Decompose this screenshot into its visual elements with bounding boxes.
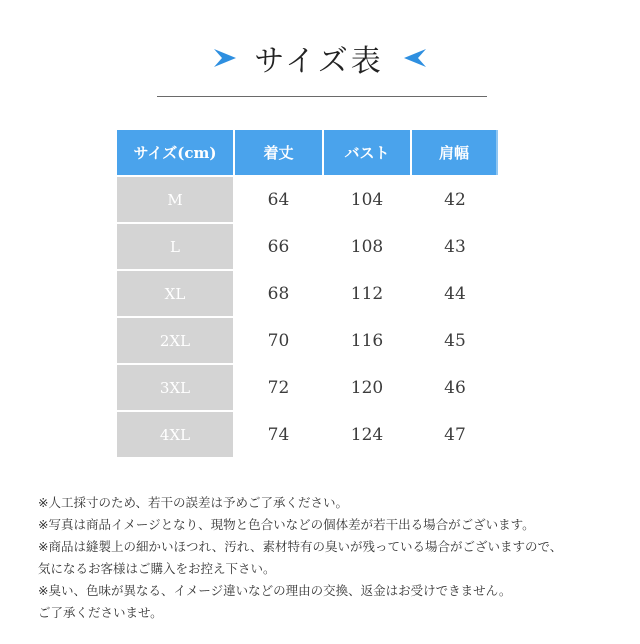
shoulder-cell: 47 (444, 424, 466, 445)
column-header-bust: バスト (324, 130, 410, 175)
table-row (117, 318, 498, 363)
notes-block (38, 492, 628, 624)
length-cell: 66 (267, 236, 290, 257)
length-cell: 74 (267, 424, 290, 445)
shoulder-cell: 42 (444, 189, 466, 210)
note-line: ※臭い、色味が異なる、イメージ違いなどの理由の交換、返金はお受けできません。 (38, 583, 512, 598)
note-line: ※写真は商品イメージとなり、現物と色合いなどの個体差が若干出る場合がございます。 (38, 517, 535, 532)
table-row (117, 177, 498, 222)
bust-cell: 112 (350, 283, 384, 304)
note-line: ※人工採寸のため、若干の誤差は予めご了承ください。 (38, 495, 348, 510)
column-header-shoulder: 肩幅 (412, 130, 498, 175)
bust-cell: 120 (350, 377, 384, 398)
shoulder-cell: 44 (444, 283, 466, 304)
note-line: 気になるお客様はご購入をお控え下さい。 (38, 561, 276, 576)
title-divider (157, 96, 487, 97)
table-header-row (117, 130, 498, 175)
shoulder-cell: 43 (444, 236, 466, 257)
size-cell: 2XL (117, 318, 233, 363)
note-line: ご了承くださいませ。 (38, 605, 163, 620)
chevron-left-icon (402, 47, 428, 69)
size-table (115, 128, 500, 459)
bust-cell: 116 (350, 330, 384, 351)
table-row (117, 412, 498, 457)
size-cell: 4XL (117, 412, 233, 457)
size-cell: L (117, 224, 233, 269)
size-cell: XL (117, 271, 233, 316)
page-header (0, 36, 640, 80)
length-cell: 64 (267, 189, 290, 210)
shoulder-cell: 46 (444, 377, 466, 398)
size-cell: M (117, 177, 233, 222)
shoulder-cell: 45 (444, 330, 466, 351)
bust-cell: 108 (350, 236, 384, 257)
page-title: サイズ表 (254, 44, 384, 79)
table-row (117, 365, 498, 410)
note-line: ※商品は縫製上の細かいほつれ、汚れ、素材特有の臭いが残っている場合がございますので、 (38, 539, 563, 554)
bust-cell: 104 (350, 189, 384, 210)
length-cell: 70 (267, 330, 290, 351)
column-header-length: 着丈 (235, 130, 322, 175)
length-cell: 72 (267, 377, 290, 398)
chevron-right-icon (212, 47, 238, 69)
size-cell: 3XL (117, 365, 233, 410)
column-header-size: サイズ(cm) (117, 130, 233, 175)
length-cell: 68 (267, 283, 290, 304)
table-row (117, 271, 498, 316)
table-row (117, 224, 498, 269)
bust-cell: 124 (350, 424, 384, 445)
